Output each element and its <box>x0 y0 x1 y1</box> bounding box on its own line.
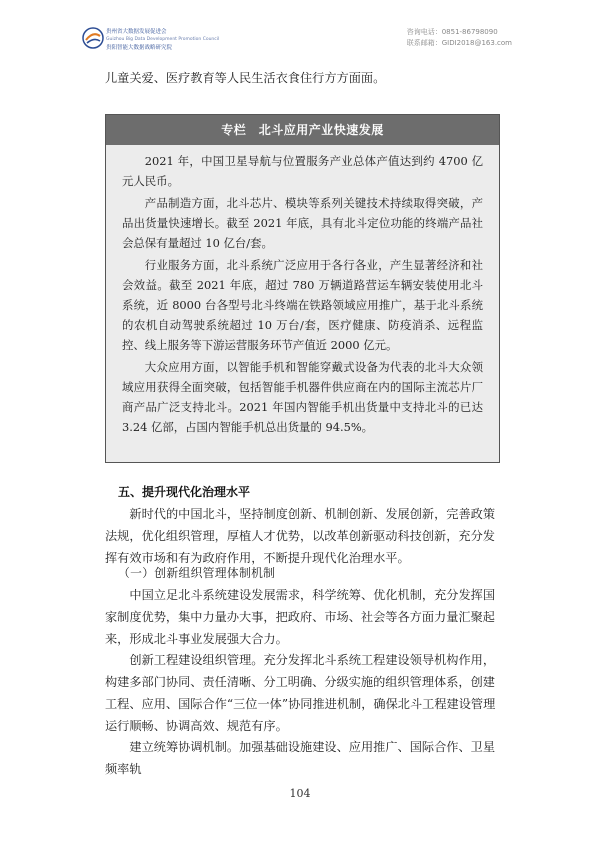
organization-logo <box>82 26 220 52</box>
contact-phone: 咨询电话：0851-86798090 <box>406 28 498 36</box>
box-paragraph-consumer: 大众应用方面，以智能手机和智能穿戴式设备为代表的北斗大众领域应用获得全面突破，包括智能手机器件供应商在内的国际主流芯片厂商产品广泛支持北斗。2021 年国内智能手机出货量中支持北斗的已达 3.24 亿部，占国内智能手机总出货量的 94.5%。 <box>122 360 483 434</box>
box-paragraph-manufacturing: 产品制造方面，北斗芯片、模块等系列关键技术持续取得突破，产品出货量快速增长。截至 2021 年底，具有北斗定位功能的终端产品社会总保有量超过 10 亿台/套。 <box>122 196 483 250</box>
feature-box-body <box>106 145 499 437</box>
logo-line-3: 贵阳智能大数据战略研究院 <box>106 45 173 51</box>
paragraph-1: 中国立足北斗系统建设发展需求，科学统筹、优化机制，充分发挥国家制度优势，集中力量办大事，把政府、市场、社会等各方面力量汇聚起来，形成北斗事业发展强大合力。 <box>105 588 496 646</box>
page-header <box>0 0 600 56</box>
section-paragraph: 新时代的中国北斗，坚持制度创新、机制创新、发展创新，完善政策法规，优化组织管理，厚植人才优势，以改革创新驱动科技创新，充分发挥有效市场和有为政府作用，不断提升现代化治理水平。 <box>105 507 496 565</box>
paragraph-3: 建立统筹协调机制。加强基础设施建设、应用推广、国际合作、卫星频率轨 <box>105 740 496 776</box>
paragraph-2: 创新工程建设组织管理。充分发挥北斗系统工程建设领导机构作用，构建多部门协同、责任清晰、分工明确、分级实施的组织管理体系，创建工程、应用、国际合作“三位一体”协同推进机制，确保北斗工程建设管理运行顺畅、协调高效、规范有序。 <box>105 653 496 733</box>
contact-email: 联系邮箱：GIDI2018@163.com <box>406 39 512 47</box>
feature-box <box>105 114 500 463</box>
logo-text <box>106 28 219 52</box>
section-heading: 五、提升现代化治理水平 <box>118 485 251 499</box>
logo-line-2: Guizhou Big Data Development Promotion Council <box>106 37 220 42</box>
logo-emblem-icon <box>82 27 104 49</box>
sub-heading: （一）创新组织管理体制机制 <box>118 566 276 580</box>
feature-box-title: 专栏 北斗应用产业快速发展 <box>106 115 499 145</box>
intro-line: 儿童关爱、医疗教育等人民生活衣食住行方方面面。 <box>105 71 386 85</box>
box-paragraph-industry: 行业服务方面，北斗系统广泛应用于各行各业，产生显著经济和社会效益。截至 2021 年底，超过 780 万辆道路营运车辆安装使用北斗系统，近 8000 台各型号北斗终端在铁路领域应用推广，基于北斗系统的农机自动驾驶系统超过 10 万台/套，医疗健康、防疫消杀、远程监控、线上服务等下游运营服务环节产值近 2000 亿元。 <box>122 258 483 352</box>
logo-line-1: 贵州省大数据发展促进会 <box>106 29 167 35</box>
box-paragraph-output: 2021 年，中国卫星导航与位置服务产业总体产值达到约 4700 亿元人民币。 <box>122 154 483 188</box>
page-number: 104 <box>289 787 311 800</box>
contact-info <box>407 27 512 49</box>
